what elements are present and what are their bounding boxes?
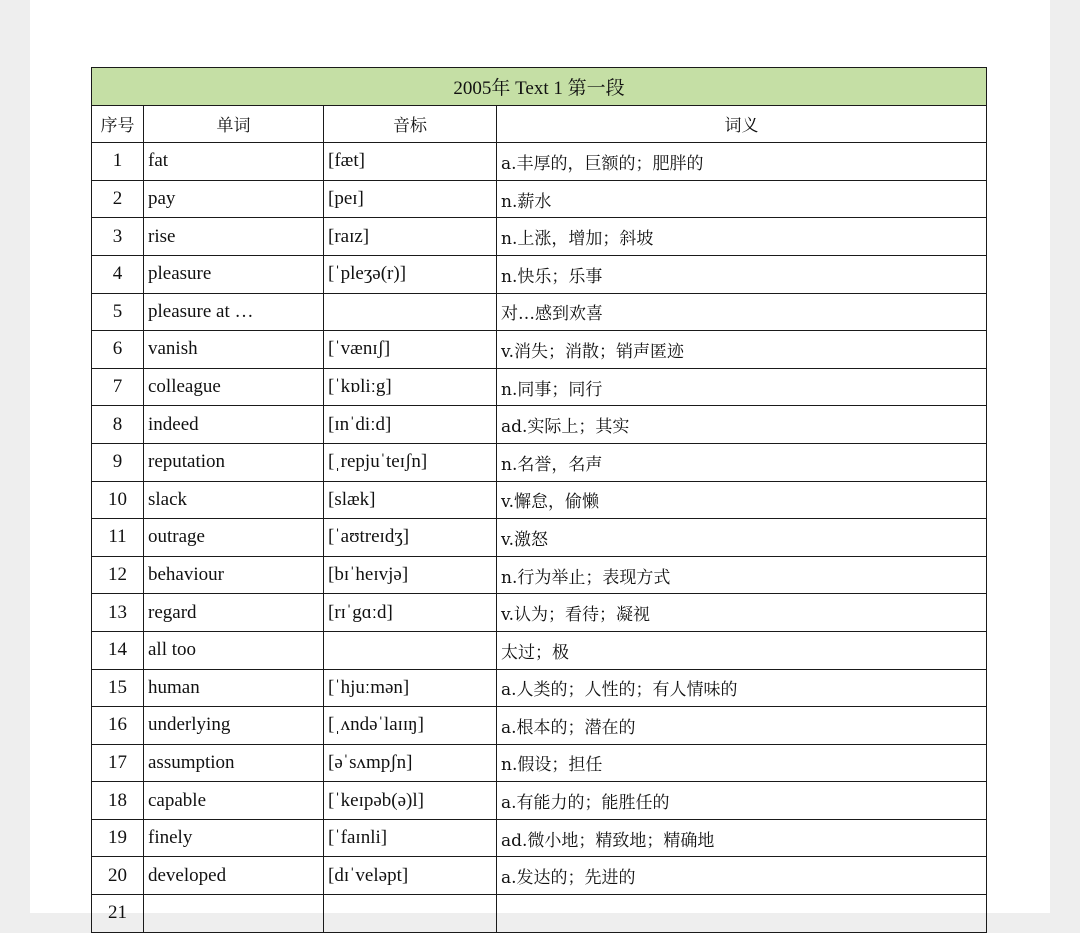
cell-meaning: v.激怒 xyxy=(497,519,987,557)
cell-index: 15 xyxy=(92,669,144,707)
cell-word xyxy=(144,895,324,933)
cell-meaning: v.懈怠，偷懒 xyxy=(497,481,987,519)
table-title: 2005年 Text 1 第一段 xyxy=(92,68,987,106)
cell-phonetic: [ɪnˈdiːd] xyxy=(324,406,497,444)
cell-index: 8 xyxy=(92,406,144,444)
cell-index: 14 xyxy=(92,631,144,669)
table-row xyxy=(92,669,987,707)
cell-word: colleague xyxy=(144,368,324,406)
cell-phonetic: [bɪˈheɪvjə] xyxy=(324,556,497,594)
cell-phonetic xyxy=(324,895,497,933)
cell-meaning: n.假设；担任 xyxy=(497,744,987,782)
cell-index: 3 xyxy=(92,218,144,256)
cell-phonetic: [rɪˈgɑːd] xyxy=(324,594,497,632)
cell-phonetic: [ˈaʊtreɪdʒ] xyxy=(324,519,497,557)
cell-meaning: a.发达的；先进的 xyxy=(497,857,987,895)
cell-meaning: a.丰厚的，巨额的；肥胖的 xyxy=(497,143,987,181)
cell-index: 4 xyxy=(92,255,144,293)
cell-index: 21 xyxy=(92,895,144,933)
cell-word: capable xyxy=(144,782,324,820)
cell-phonetic: [ˌʌndəˈlaɪɪŋ] xyxy=(324,707,497,745)
table-row xyxy=(92,255,987,293)
cell-word: outrage xyxy=(144,519,324,557)
cell-phonetic: [dɪˈveləpt] xyxy=(324,857,497,895)
cell-meaning: n.行为举止；表现方式 xyxy=(497,556,987,594)
cell-meaning: a.根本的；潜在的 xyxy=(497,707,987,745)
table-row xyxy=(92,218,987,256)
cell-phonetic: [fæt] xyxy=(324,143,497,181)
table-row xyxy=(92,519,987,557)
cell-index: 20 xyxy=(92,857,144,895)
cell-phonetic: [ˈhjuːmən] xyxy=(324,669,497,707)
cell-word: developed xyxy=(144,857,324,895)
cell-meaning: a.人类的；人性的；有人情味的 xyxy=(497,669,987,707)
cell-word: indeed xyxy=(144,406,324,444)
document-page xyxy=(30,0,1050,924)
cell-meaning: n.上涨，增加；斜坡 xyxy=(497,218,987,256)
table-row xyxy=(92,406,987,444)
table-row xyxy=(92,443,987,481)
cell-index: 1 xyxy=(92,143,144,181)
cell-word: finely xyxy=(144,819,324,857)
cell-meaning: n.同事；同行 xyxy=(497,368,987,406)
cell-phonetic: [ˈvænɪʃ] xyxy=(324,331,497,369)
cell-phonetic: [ˈfaɪnli] xyxy=(324,819,497,857)
header-meaning: 词义 xyxy=(497,105,987,143)
cell-phonetic: [slæk] xyxy=(324,481,497,519)
cell-index: 9 xyxy=(92,443,144,481)
cell-index: 2 xyxy=(92,180,144,218)
table-row xyxy=(92,782,987,820)
cell-word: underlying xyxy=(144,707,324,745)
cell-index: 13 xyxy=(92,594,144,632)
cell-word: pay xyxy=(144,180,324,218)
cell-index: 18 xyxy=(92,782,144,820)
table-row xyxy=(92,331,987,369)
cell-meaning: ad.微小地；精致地；精确地 xyxy=(497,819,987,857)
cell-phonetic: [əˈsʌmpʃn] xyxy=(324,744,497,782)
header-word: 单词 xyxy=(144,105,324,143)
cell-word: all too xyxy=(144,631,324,669)
table-row xyxy=(92,556,987,594)
table-row xyxy=(92,368,987,406)
cell-meaning: 对…感到欢喜 xyxy=(497,293,987,331)
cell-phonetic xyxy=(324,293,497,331)
cell-meaning xyxy=(497,895,987,933)
table-row xyxy=(92,481,987,519)
table-title-row xyxy=(92,68,987,106)
cell-meaning: ad.实际上；其实 xyxy=(497,406,987,444)
cell-word: pleasure xyxy=(144,255,324,293)
cell-meaning: n.薪水 xyxy=(497,180,987,218)
table-row xyxy=(92,631,987,669)
cell-meaning: v.消失；消散；销声匿迹 xyxy=(497,331,987,369)
cell-phonetic: [peɪ] xyxy=(324,180,497,218)
cell-phonetic: [ˈpleʒə(r)] xyxy=(324,255,497,293)
cell-word: assumption xyxy=(144,744,324,782)
cell-index: 17 xyxy=(92,744,144,782)
table-row xyxy=(92,707,987,745)
cell-index: 7 xyxy=(92,368,144,406)
cell-phonetic xyxy=(324,631,497,669)
cell-word: slack xyxy=(144,481,324,519)
cell-index: 11 xyxy=(92,519,144,557)
cell-phonetic: [ˌrepjuˈteɪʃn] xyxy=(324,443,497,481)
table-row xyxy=(92,143,987,181)
cell-index: 10 xyxy=(92,481,144,519)
header-phonetic: 音标 xyxy=(324,105,497,143)
cell-word: behaviour xyxy=(144,556,324,594)
cell-meaning: n.名誉，名声 xyxy=(497,443,987,481)
cell-index: 5 xyxy=(92,293,144,331)
cell-word: human xyxy=(144,669,324,707)
cell-word: regard xyxy=(144,594,324,632)
cell-index: 16 xyxy=(92,707,144,745)
cell-index: 19 xyxy=(92,819,144,857)
cell-meaning: n.快乐；乐事 xyxy=(497,255,987,293)
table-row xyxy=(92,180,987,218)
cell-phonetic: [ˈkeɪpəb(ə)l] xyxy=(324,782,497,820)
header-index: 序号 xyxy=(92,105,144,143)
table-row xyxy=(92,594,987,632)
table-row xyxy=(92,895,987,933)
cell-word: pleasure at … xyxy=(144,293,324,331)
table-row xyxy=(92,744,987,782)
cell-index: 12 xyxy=(92,556,144,594)
cell-phonetic: [ˈkɒliːg] xyxy=(324,368,497,406)
cell-meaning: a.有能力的；能胜任的 xyxy=(497,782,987,820)
cell-meaning: v.认为；看待；凝视 xyxy=(497,594,987,632)
table-row xyxy=(92,819,987,857)
cell-meaning: 太过；极 xyxy=(497,631,987,669)
cell-word: reputation xyxy=(144,443,324,481)
cell-word: fat xyxy=(144,143,324,181)
table-row xyxy=(92,857,987,895)
vocabulary-table xyxy=(91,67,987,933)
cell-word: rise xyxy=(144,218,324,256)
table-row xyxy=(92,293,987,331)
cell-phonetic: [raɪz] xyxy=(324,218,497,256)
cell-word: vanish xyxy=(144,331,324,369)
table-header-row xyxy=(92,105,987,143)
cell-index: 6 xyxy=(92,331,144,369)
